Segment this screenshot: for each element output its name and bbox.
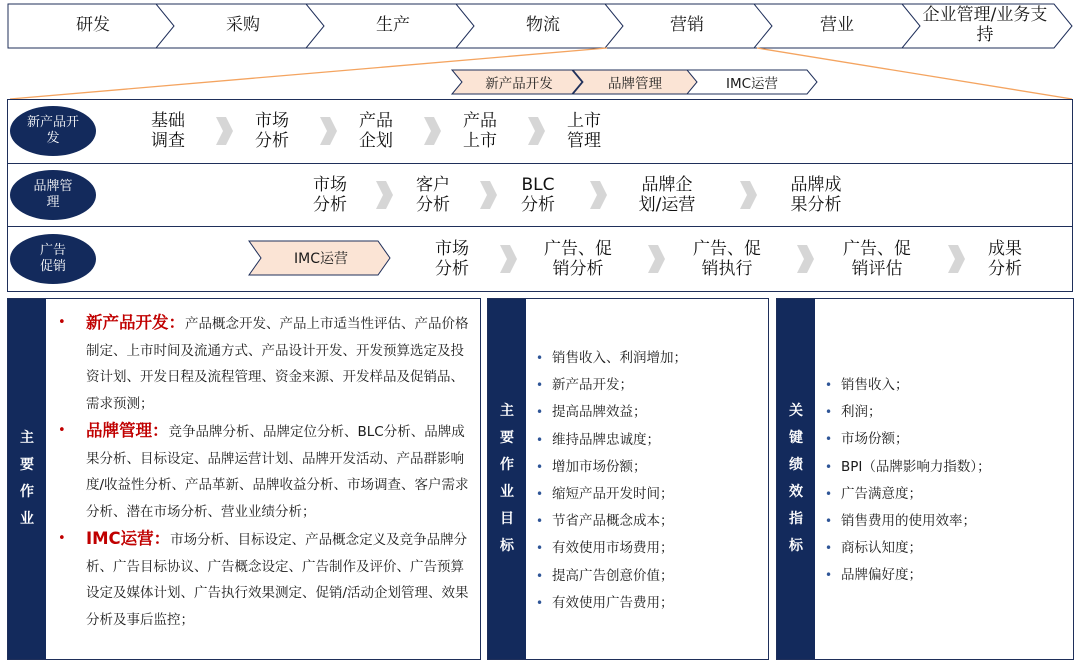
sub-label: 新产品开发 bbox=[485, 76, 553, 92]
main-work-heading: 品牌管理： bbox=[86, 421, 169, 440]
bullet-icon: • bbox=[825, 378, 833, 392]
goal-item-text: 有效使用市场费用； bbox=[552, 540, 674, 557]
step-basic-research: 基础调查 bbox=[151, 111, 185, 151]
bar-char: 效 bbox=[789, 484, 803, 500]
bar-char: 绩 bbox=[789, 457, 803, 473]
kpi-item-text: 商标认知度； bbox=[841, 540, 922, 557]
bullet-icon: • bbox=[58, 315, 66, 330]
row-label-text: 新产品开发 bbox=[26, 115, 79, 146]
bar-char: 标 bbox=[789, 538, 803, 554]
step-arrow-icon bbox=[320, 117, 337, 145]
goal-item bbox=[536, 372, 687, 399]
step-ad-promo-execution: 广告、促销执行 bbox=[693, 239, 761, 279]
goal-item-text: 销售收入、利润增加； bbox=[552, 350, 687, 366]
step-results-analysis: 成果分析 bbox=[988, 239, 1022, 279]
chain-label: 研发 bbox=[76, 15, 110, 35]
bullet-icon: • bbox=[536, 351, 544, 365]
step-market-analysis: 市场分析 bbox=[435, 239, 469, 279]
main-work-item bbox=[56, 310, 474, 417]
main-goals-panel bbox=[487, 298, 769, 660]
bullet-icon: • bbox=[536, 541, 544, 556]
goal-item bbox=[536, 454, 687, 481]
step-launch-management: 上市管理 bbox=[567, 111, 601, 151]
step-arrow-icon bbox=[480, 181, 497, 209]
main-work-item bbox=[56, 418, 474, 525]
step-arrow-icon bbox=[376, 181, 393, 209]
kpi-item-text: 销售收入； bbox=[841, 377, 909, 393]
bar-char: 作 bbox=[500, 457, 514, 473]
goal-item bbox=[536, 590, 687, 617]
bullet-icon: • bbox=[536, 432, 544, 447]
chain-label: 采购 bbox=[226, 15, 260, 35]
bullet-icon: • bbox=[825, 541, 833, 556]
goal-item bbox=[536, 399, 687, 426]
kpi-bar bbox=[777, 299, 815, 659]
step-arrow-icon bbox=[948, 245, 965, 273]
step-arrow-icon bbox=[740, 181, 757, 209]
bullet-icon: • bbox=[825, 432, 833, 447]
bullet-icon: • bbox=[536, 487, 544, 502]
sub-label: 品牌管理 bbox=[608, 76, 662, 92]
goal-item-text: 缩短产品开发时间； bbox=[552, 486, 674, 503]
bar-char: 指 bbox=[789, 511, 803, 527]
step-product-planning: 产品企划 bbox=[359, 111, 393, 151]
bullet-icon: • bbox=[825, 568, 833, 583]
bullet-icon: • bbox=[536, 378, 544, 393]
goal-item-text: 节省产品概念成本； bbox=[552, 513, 674, 530]
kpi-panel bbox=[776, 298, 1074, 660]
chain-label: 营业 bbox=[820, 15, 854, 35]
goal-item bbox=[536, 481, 687, 508]
main-work-list bbox=[56, 310, 474, 633]
bullet-icon: • bbox=[536, 459, 544, 474]
bar-char: 标 bbox=[500, 538, 514, 554]
chain-label: 企业管理/业务支持 bbox=[922, 5, 1048, 45]
kpi-item bbox=[825, 399, 991, 426]
chain-label: 物流 bbox=[526, 15, 560, 35]
kpi-item bbox=[825, 454, 991, 481]
bullet-icon: • bbox=[58, 423, 66, 438]
bullet-icon: • bbox=[536, 568, 544, 583]
step-ad-promo-evaluation: 广告、促销评估 bbox=[843, 239, 911, 279]
kpi-item bbox=[825, 562, 991, 589]
goal-item-text: 提高品牌效益； bbox=[552, 404, 647, 421]
row-label-text: 广告促销 bbox=[39, 243, 66, 274]
kpi-item bbox=[825, 481, 991, 508]
kpi-item bbox=[825, 372, 991, 399]
kpi-item-text: BPI（品牌影响力指数）； bbox=[841, 458, 991, 475]
main-goals-bar bbox=[488, 299, 526, 659]
bar-char: 要 bbox=[500, 430, 514, 446]
step-brand-results: 品牌成果分析 bbox=[790, 175, 842, 215]
bar-char: 作 bbox=[20, 484, 34, 500]
chain-label: 营销 bbox=[670, 15, 704, 35]
step-arrow-icon bbox=[424, 117, 441, 145]
main-work-item bbox=[56, 526, 474, 633]
chain-label: 生产 bbox=[376, 15, 410, 35]
bullet-icon: • bbox=[825, 486, 833, 501]
goal-item bbox=[536, 535, 687, 562]
main-work-text: 产品概念开发、产品上市适当性评估、产品价格制定、上市时间及流通方式、产品设计开发、开发预算选定及投资计划、开发日程及流程管理、资金来源、开发样品及促销品、需求预测； bbox=[86, 316, 469, 412]
main-work-bar bbox=[8, 299, 46, 659]
step-customer-analysis: 客户分析 bbox=[416, 175, 450, 215]
step-arrow-icon bbox=[648, 245, 665, 273]
kpi-item bbox=[825, 535, 991, 562]
step-arrow-icon bbox=[216, 117, 233, 145]
step-arrow-icon bbox=[500, 245, 517, 273]
goal-item-text: 提高广告创意价值； bbox=[552, 567, 674, 584]
bullet-icon: • bbox=[536, 405, 544, 420]
goal-item-text: 新产品开发； bbox=[552, 377, 633, 394]
goal-item-text: 有效使用广告费用； bbox=[552, 594, 674, 611]
step-product-launch: 产品上市 bbox=[463, 111, 497, 151]
step-arrow-icon bbox=[590, 181, 607, 209]
kpi-item bbox=[825, 508, 991, 535]
goal-item-text: 维持品牌忠诚度； bbox=[552, 431, 660, 448]
kpi-item-text: 市场份额； bbox=[841, 431, 909, 448]
goal-item-text: 增加市场份额； bbox=[552, 458, 647, 475]
bullet-icon: • bbox=[536, 514, 544, 529]
bullet-icon: • bbox=[825, 405, 833, 420]
step-blc-analysis: BLC分析 bbox=[521, 175, 555, 215]
goal-item bbox=[536, 508, 687, 535]
step-market-analysis: 市场分析 bbox=[313, 175, 347, 215]
main-work-panel bbox=[7, 298, 481, 660]
bar-char: 主 bbox=[20, 430, 34, 446]
imc-row-tag bbox=[259, 241, 383, 275]
imc-row-tag-text: IMC运营 bbox=[294, 251, 348, 267]
kpi-item bbox=[825, 426, 991, 453]
kpi-item-text: 品牌偏好度； bbox=[841, 567, 922, 584]
step-brand-planning: 品牌企划/运营 bbox=[638, 175, 696, 215]
main-goals-list bbox=[536, 345, 687, 617]
kpi-list bbox=[825, 372, 991, 590]
bar-char: 业 bbox=[500, 484, 514, 500]
kpi-item-text: 销售费用的使用效率； bbox=[841, 513, 976, 530]
bar-char: 关 bbox=[789, 403, 803, 419]
goal-item bbox=[536, 427, 687, 454]
row-label-text: 品牌管理 bbox=[33, 179, 73, 210]
main-work-text: 竞争品牌分析、品牌定位分析、BLC分析、品牌成果分析、目标设定、品牌运营计划、品牌开发活动、产品群影响度/收益性分析、产品革新、品牌收益分析、市场调查、客户需求分析、潜在市场分析、营业业绩分析； bbox=[86, 424, 469, 520]
bar-char: 键 bbox=[789, 430, 803, 446]
bullet-icon: • bbox=[58, 531, 66, 546]
bar-char: 主 bbox=[500, 403, 514, 419]
goal-item bbox=[536, 345, 687, 372]
kpi-item-text: 广告满意度； bbox=[841, 485, 922, 502]
bar-char: 业 bbox=[20, 511, 34, 527]
step-arrow-icon bbox=[797, 245, 814, 273]
main-work-heading: 新产品开发： bbox=[86, 313, 185, 332]
step-ad-promo-analysis: 广告、促销分析 bbox=[544, 239, 612, 279]
step-market-analysis: 市场分析 bbox=[255, 111, 289, 151]
kpi-item-text: 利润； bbox=[841, 404, 882, 421]
bullet-icon: • bbox=[825, 514, 833, 529]
main-work-text: 市场分析、目标设定、产品概念定义及竞争品牌分析、广告目标协议、广告概念设定、广告制作及评价、广告预算设定及媒体计划、广告执行效果测定、促销/活动企划管理、效果分析及事后监控； bbox=[86, 532, 469, 628]
main-work-heading: IMC运营： bbox=[86, 529, 171, 548]
sub-label: IMC运营 bbox=[725, 76, 779, 92]
bullet-icon: • bbox=[825, 459, 833, 474]
step-arrow-icon bbox=[528, 117, 545, 145]
bar-char: 要 bbox=[20, 457, 34, 473]
goal-item bbox=[536, 563, 687, 590]
bullet-icon: • bbox=[536, 595, 544, 610]
bar-char: 目 bbox=[500, 511, 514, 527]
